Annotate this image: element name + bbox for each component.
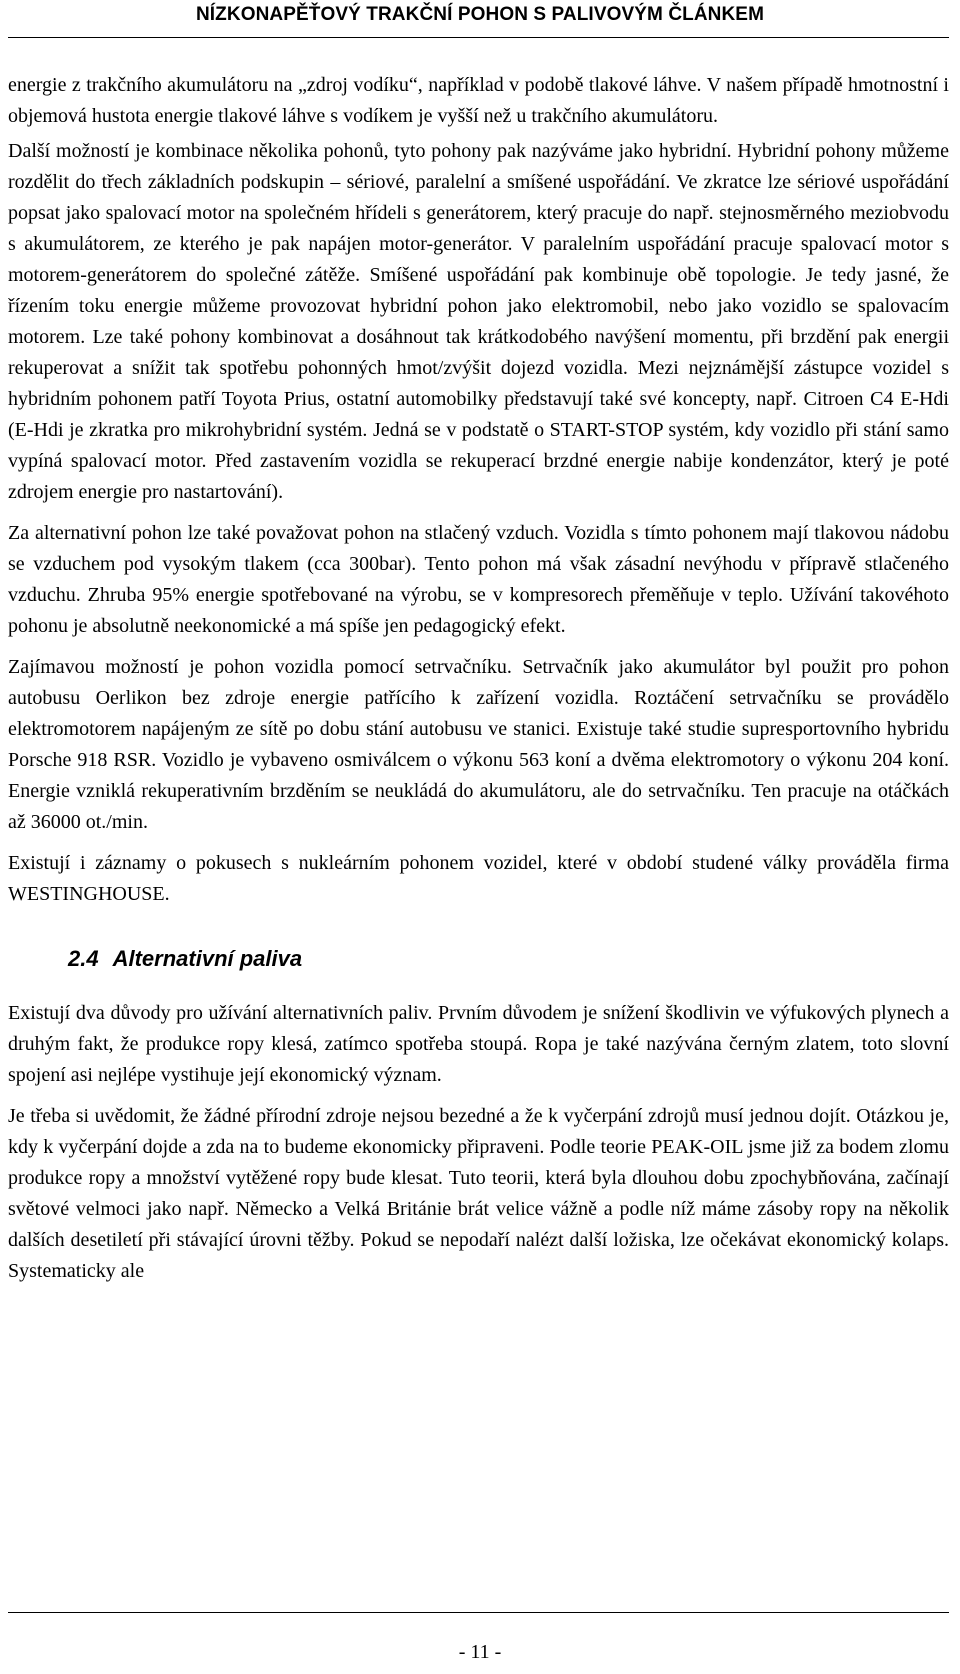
section-number: 2.4 xyxy=(68,946,99,971)
header-divider xyxy=(8,37,949,38)
footer-divider xyxy=(8,1612,949,1613)
section-title: Alternativní paliva xyxy=(112,946,303,971)
paragraph: Zajímavou možností je pohon vozidla pomocí setrvačníku. Setrvačník jako akumulátor byl použit pro pohon autobusu Oerlikon bez zdroje energie patřícího k zařízení vozidla. Roztáčení setrvačníku se provádělo elektromotorem napájeným ze sítě po dobu stání autobusu ve stanici. Existuje také studie supresportovního hybridu Porsche 918 RSR. Vozidlo je vybaveno osmiválcem o výkonu 563 koní a dvěma elektromotory o výkonu 204 koní. Energie vzniklá rekuperativním brzděním se neukládá do akumulátoru, ale do setrvačníku. Ten pracuje na otáčkách až 36000 ot./min. xyxy=(8,656,949,833)
section-heading xyxy=(68,944,949,974)
paragraph: Je třeba si uvědomit, že žádné přírodní zdroje nejsou bezedné a že k vyčerpání zdrojů musí jednou dojít. Otázkou je, kdy k vyčerpání dojde a zda na to budeme ekonomicky připraveni. Podle teorie PEAK-OIL jsme již za bodem zlomu produkce ropy a množství vytěžené ropy bude klesat. Tuto teorii, která byla dlouhou dobu zpochybňována, začínají světové velmoci jako např. Německo a Velká Británie brát velice vážně a podle níž máme zásoby ropy na několik dalších desetiletí při stávající úrovni těžby. Pokud se nepodaří nalézt další ložiska, lze očekávat ekonomický kolaps. Systematicky ale xyxy=(8,1105,949,1282)
paragraph: energie z trakčního akumulátoru na „zdroj vodíku“, například v podobě tlakové láhve. V našem případě hmotnostní i objemová hustota energie tlakové láhve s vodíkem je vyšší než u trakčního akumulátoru. xyxy=(8,74,949,127)
page-number: - 11 - xyxy=(458,1641,502,1663)
paragraph: Za alternativní pohon lze také považovat pohon na stlačený vzduch. Vozidla s tímto pohonem mají tlakovou nádobu se vzduchem pod vysokým tlakem (cca 300bar). Tento pohon má však zásadní nevýhodu v přípravě stlačeného vzduchu. Zhruba 95% energie spotřebované na výrobu, se v kompresorech přeměňuje v teplo. Užívání takovéhoto pohonu je absolutně neekonomické a má spíše jen pedagogický efekt. xyxy=(8,522,949,637)
running-header: NÍZKONAPĚŤOVÝ TRAKČNÍ POHON S PALIVOVÝM ČLÁNKEM xyxy=(195,4,765,25)
page-body xyxy=(8,70,949,1297)
paragraph: Existují i záznamy o pokusech s nukleárním pohonem vozidel, které v období studené války prováděla firma WESTINGHOUSE. xyxy=(8,852,949,905)
paragraph: Existují dva důvody pro užívání alternativních paliv. Prvním důvodem je snížení škodlivin ve výfukových plynech a druhým fakt, že produkce ropy klesá, zatímco spotřeba stoupá. Ropa je také nazývána černým zlatem, toto slovní spojení asi nejlépe vystihuje její ekonomický význam. xyxy=(8,1002,949,1086)
paragraph: Další možností je kombinace několika pohonů, tyto pohony pak nazýváme jako hybridní. Hybridní pohony můžeme rozdělit do třech základních podskupin – sériové, paralelní a smíšené uspořádání. Ve zkratce lze sériové uspořádání popsat jako spalovací motor na společném hřídeli s generátorem, který pracuje do např. stejnosměrného meziobvodu s akumulátorem, ze kterého je pak napájen motor-generátor. V paralelním uspořádání pracuje spalovací motor s motorem-generátorem do společné zátěže. Smíšené uspořádání pak kombinuje obě topologie. Je tedy jasné, že řízením toku energie můžeme provozovat hybridní pohon jako elektromobil, nebo jako vozidlo se spalovacím motorem. Lze také pohony kombinovat a dosáhnout tak krátkodobého navýšení momentu, při brzdění pak energii rekuperovat a snížit tak spotřebu pohonných hmot/zvýšit dojezd vozidla. Mezi nejznámější zástupce vozidel s hybridním pohonem patří Toyota Prius, ostatní automobilky představují také své koncepty, např. Citroen C4 E-Hdi (E-Hdi je zkratka pro mikrohybridní systém. Jedná se v podstatě o START-STOP systém, kdy vozidlo při stání samo vypíná spalovací motor. Před zastavením vozidla se rekuperací brzdné energie nabije kondenzátor, který je poté zdrojem energie pro nastartování). xyxy=(8,140,949,503)
